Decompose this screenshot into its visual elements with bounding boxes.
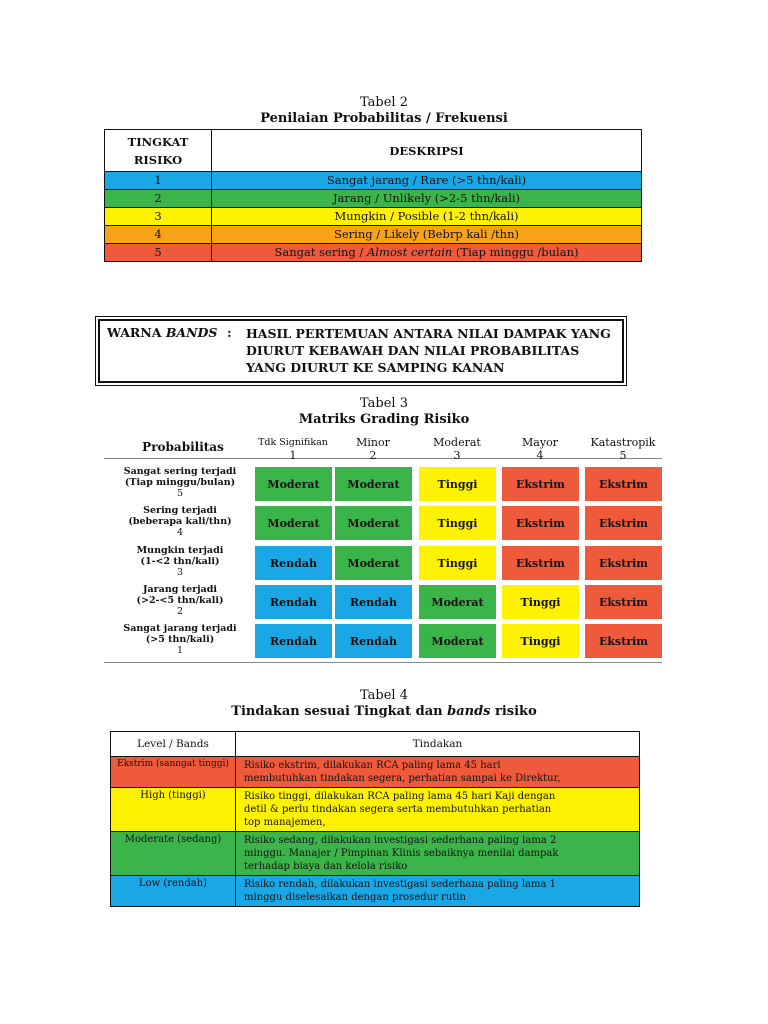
level-cell: 3 <box>105 208 212 226</box>
matrix-bottom-rule <box>104 662 662 663</box>
matrix-cell: Rendah <box>334 623 413 659</box>
row-label-l1: Mungkin terjadi <box>136 545 224 556</box>
row-label-num: 1 <box>176 645 184 656</box>
row-label-num: 4 <box>176 527 184 538</box>
level-cell: 5 <box>105 244 212 262</box>
column-number: 3 <box>453 449 461 462</box>
row-label-l1: Sangat sering terjadi <box>123 466 237 477</box>
table-row <box>105 190 642 208</box>
table3-title: Matriks Grading Risiko <box>298 412 470 427</box>
row-label-num: 3 <box>176 567 184 578</box>
action-line: Risiko rendah, dilakukan investigasi sederhana paling lama 1 <box>244 879 557 890</box>
table2-caption: Tabel 2 <box>360 95 408 110</box>
matrix-cell: Rendah <box>254 584 333 620</box>
column-number: 1 <box>289 449 297 462</box>
matrix-row-label <box>104 545 256 578</box>
row-label-l2: (>5 thn/kali) <box>145 634 215 645</box>
matrix-cell: Tinggi <box>418 505 497 541</box>
column-name: Katastropik <box>590 436 656 449</box>
action-line: minggu. Manajer / Pimpinan Klinis sebaiknya menilai dampak <box>244 848 559 859</box>
matrix-cell: Rendah <box>334 584 413 620</box>
action-cell <box>236 757 640 788</box>
table3-caption: Tabel 3 <box>360 396 408 411</box>
action-line: top manajemen, <box>244 817 326 828</box>
matrix-row-label <box>104 466 256 499</box>
table-row <box>111 876 640 907</box>
row-label-l1: Sangat jarang terjadi <box>123 623 237 634</box>
matrix-cell: Ekstrim <box>584 505 663 541</box>
matrix-cell: Rendah <box>254 545 333 581</box>
header-level-bands: Level / Bands <box>111 732 236 757</box>
bands-colon: : <box>227 325 232 340</box>
matrix-cell: Moderat <box>418 623 497 659</box>
level-cell: Low (rendah) <box>111 876 236 907</box>
action-line: Risiko tinggi, dilakukan RCA paling lama 45 hari Kaji dengan <box>244 791 556 802</box>
column-name: Tdk Signifikan <box>258 437 328 448</box>
desc-cell <box>212 244 642 262</box>
bands-text: HASIL PERTEMUAN ANTARA NILAI DAMPAK YANG DIURUT KEBAWAH DAN NILAI PROBABILITAS YANG DIURUT KE SAMPING KANAN <box>246 326 611 375</box>
action-line: Risiko sedang, dilakukan investigasi sederhana paling lama 2 <box>244 835 557 846</box>
desc-cell: Sering / Likely (Bebrp kali /thn) <box>212 226 642 244</box>
matrix-column-header <box>578 436 668 462</box>
column-number: 5 <box>619 449 627 462</box>
matrix-cell: Ekstrim <box>501 505 580 541</box>
action-cell <box>236 788 640 832</box>
row-label-num: 5 <box>176 488 184 499</box>
action-line: Risiko ekstrim, dilakukan RCA paling lama 45 hari <box>244 760 501 771</box>
table-row <box>111 757 640 788</box>
table4-title-text: Tindakan sesuai Tingkat dan <box>231 704 448 719</box>
matrix-row-label <box>104 623 256 656</box>
row-label-l2: (Tiap minggu/bulan) <box>124 477 236 488</box>
table4-title-italic: bands <box>447 704 491 719</box>
matrix-cell: Moderat <box>334 466 413 502</box>
row-label-l2: (>2-<5 thn/kali) <box>136 595 224 606</box>
table2-title: Penilaian Probabilitas / Frekuensi <box>260 111 508 126</box>
desc-cell: Jarang / Unlikely (>2-5 thn/kali) <box>212 190 642 208</box>
table-row <box>105 208 642 226</box>
level-cell: Ekstrim (sanngat tinggi) <box>111 757 236 788</box>
action-line: membutuhkan tindakan segera, perhatian sampai ke Direktur, <box>244 773 561 784</box>
matrix-column-header <box>328 436 418 462</box>
action-line: minggu diselesaikan dengan prosedur rutin <box>244 892 466 903</box>
matrix-cell: Moderat <box>254 505 333 541</box>
action-line: detil & perlu tindakan segera serta membutuhkan perhatian <box>244 804 552 815</box>
table4-title <box>0 704 768 719</box>
level-cell: High (tinggi) <box>111 788 236 832</box>
bands-note-box <box>98 319 624 383</box>
table4-title-text: risiko <box>490 704 537 719</box>
desc-italic: Almost certain <box>366 245 453 259</box>
matrix-row-label <box>104 584 256 617</box>
matrix-cell: Ekstrim <box>501 466 580 502</box>
row-label-l1: Sering terjadi <box>143 505 217 516</box>
header-tingkat-risiko: TINGKAT RISIKO <box>105 130 212 172</box>
level-cell: 2 <box>105 190 212 208</box>
desc-part: (Tiap minggu /bulan) <box>452 245 579 259</box>
column-name: Mayor <box>522 436 558 449</box>
table-row <box>111 832 640 876</box>
action-cell <box>236 876 640 907</box>
matrix-cell: Rendah <box>254 623 333 659</box>
probability-table <box>104 129 642 262</box>
column-name: Minor <box>356 436 390 449</box>
level-cell: 1 <box>105 172 212 190</box>
table4-caption: Tabel 4 <box>360 688 408 703</box>
matrix-cell: Ekstrim <box>501 545 580 581</box>
action-table <box>110 731 640 907</box>
matrix-column-header <box>412 436 502 462</box>
desc-cell: Mungkin / Posible (1-2 thn/kali) <box>212 208 642 226</box>
table-row <box>105 172 642 190</box>
matrix-cell: Tinggi <box>418 466 497 502</box>
matrix-cell: Moderat <box>334 505 413 541</box>
matrix-cell: Tinggi <box>501 584 580 620</box>
bands-label <box>107 325 217 340</box>
row-label-num: 2 <box>176 606 184 617</box>
table-row <box>105 244 642 262</box>
action-cell <box>236 832 640 876</box>
table-header-row <box>111 732 640 757</box>
matrix-cell: Moderat <box>254 466 333 502</box>
bands-label-text: WARNA <box>107 325 166 340</box>
matrix-column-header <box>248 436 338 462</box>
desc-part: Sangat sering / <box>274 245 367 259</box>
matrix-cell: Ekstrim <box>584 466 663 502</box>
matrix-cell: Tinggi <box>418 545 497 581</box>
matrix-cell: Ekstrim <box>584 584 663 620</box>
matrix-row-label <box>104 505 256 538</box>
matrix-cell: Moderat <box>334 545 413 581</box>
matrix-cell: Ekstrim <box>584 623 663 659</box>
table-row <box>111 788 640 832</box>
level-cell: Moderate (sedang) <box>111 832 236 876</box>
desc-cell: Sangat jarang / Rare (>5 thn/kali) <box>212 172 642 190</box>
matrix-cell: Ekstrim <box>584 545 663 581</box>
table-header-row <box>105 130 642 172</box>
header-tindakan: Tindakan <box>236 732 640 757</box>
level-cell: 4 <box>105 226 212 244</box>
row-label-l1: Jarang terjadi <box>143 584 217 595</box>
row-label-l2: (1-<2 thn/kali) <box>140 556 220 567</box>
matrix-cell: Tinggi <box>501 623 580 659</box>
column-number: 4 <box>536 449 544 462</box>
column-name: Moderat <box>433 436 481 449</box>
matrix-column-header <box>495 436 585 462</box>
matrix-corner-label: Probabilitas <box>142 440 224 454</box>
header-deskripsi: DESKRIPSI <box>212 130 642 172</box>
column-number: 2 <box>369 449 377 462</box>
action-line: terhadap biaya dan kelola risiko <box>244 861 408 872</box>
bands-label-italic: BANDS <box>165 325 218 340</box>
row-label-l2: (beberapa kali/thn) <box>128 516 232 527</box>
table-row <box>105 226 642 244</box>
matrix-cell: Moderat <box>418 584 497 620</box>
